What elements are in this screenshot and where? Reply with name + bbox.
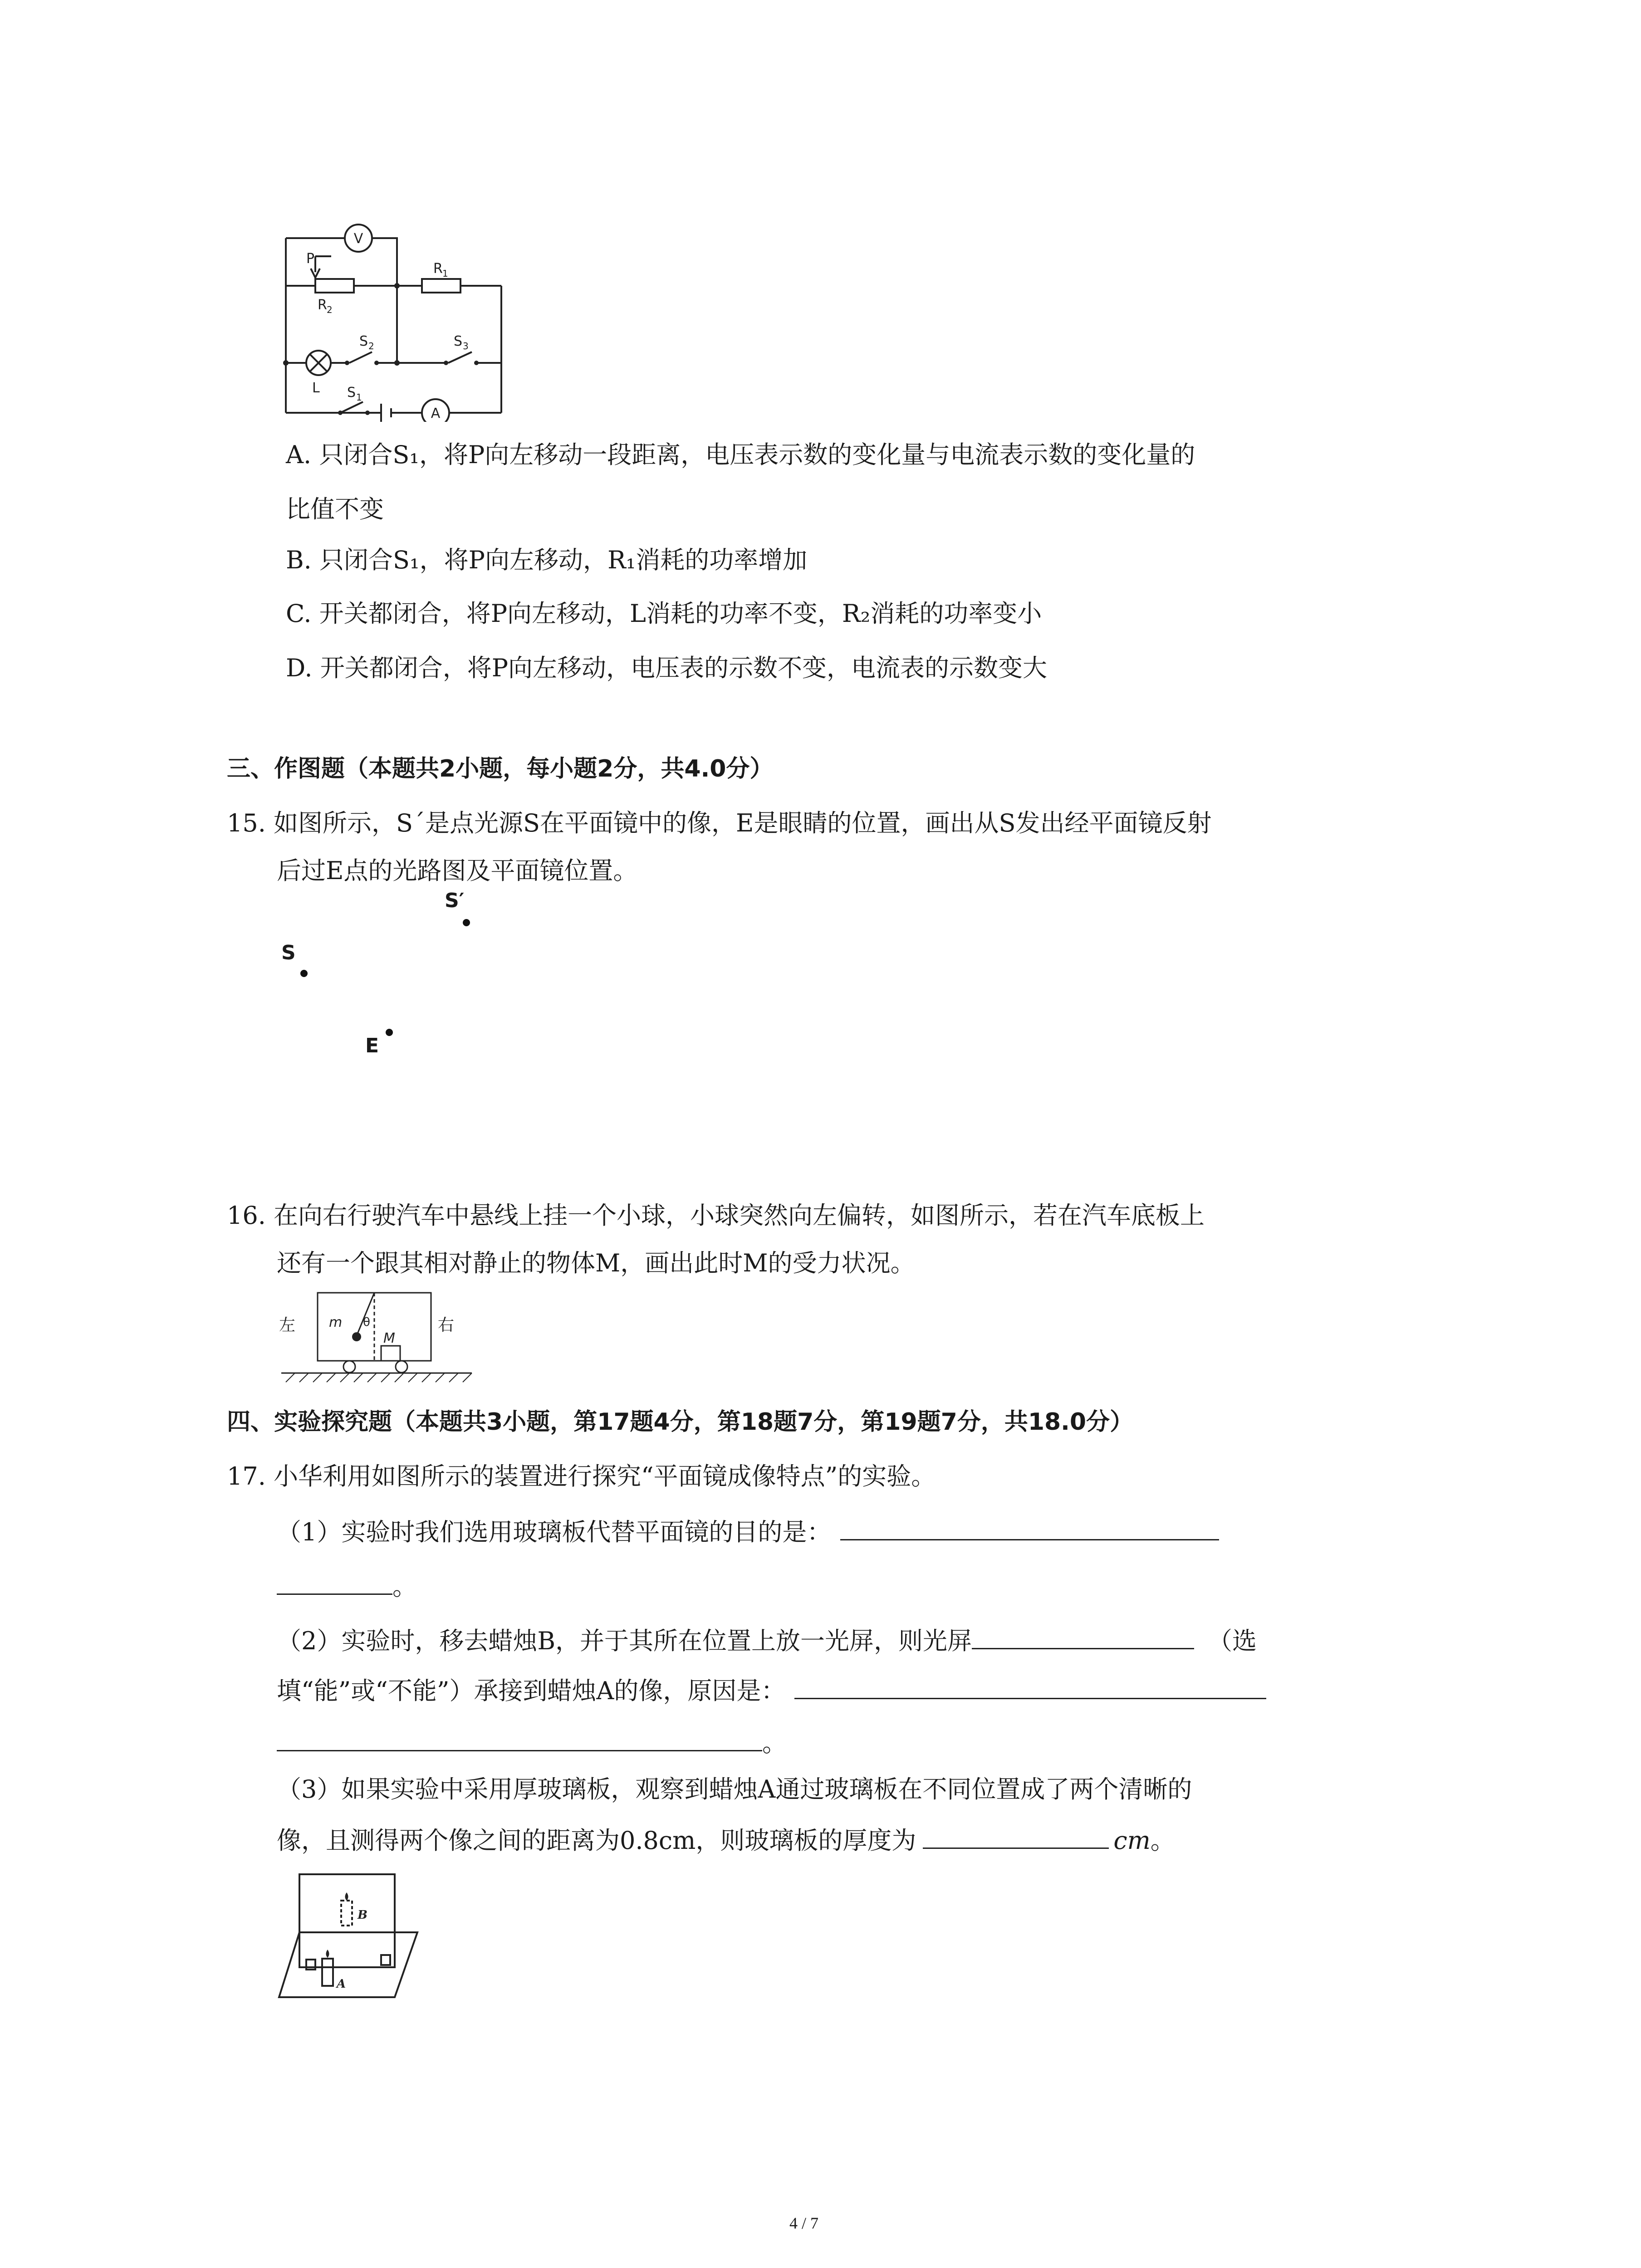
fig15-points xyxy=(272,889,499,1080)
option-c: C. 开关都闭合，将P向左移动，L消耗的功率不变，R₂消耗的功率变小 xyxy=(286,599,1042,628)
block-m-label: M xyxy=(383,1330,395,1346)
candle-b-label: B xyxy=(358,1908,367,1922)
q16-line2: 还有一个跟其相对静止的物体M，画出此时M的受力状况。 xyxy=(277,1249,915,1277)
s2-sub: 2 xyxy=(368,341,374,352)
glass-plate-figure xyxy=(272,1869,426,2005)
q17-2-blank-c[interactable] xyxy=(277,1724,762,1751)
option-b: B. 只闭合S₁，将P向左移动，R₁消耗的功率增加 xyxy=(286,546,808,574)
q17-2-blank-b[interactable] xyxy=(794,1672,1266,1699)
option-a-line1: A. 只闭合S₁，将P向左移动一段距离，电压表示数的变化量与电流表示数的变化量的 xyxy=(286,440,1195,469)
s-label: S xyxy=(281,941,296,964)
q17-2-text-a: （2）实验时，移去蜡烛B，并于其所在位置上放一光屏，则光屏 xyxy=(277,1627,972,1655)
lamp-label: L xyxy=(312,380,320,396)
q15-line2: 后过E点的光路图及平面镜位置。 xyxy=(277,856,638,885)
ammeter-label: A xyxy=(431,406,441,421)
q17-1-cont xyxy=(277,1567,417,1605)
s1-label: S xyxy=(347,385,356,401)
q17-2-line3 xyxy=(277,1724,787,1761)
right-label: 右 xyxy=(438,1316,455,1334)
q17-3-line1: （3）如果实验中采用厚玻璃板，观察到蜡烛A通过玻璃板在不同位置成了两个清晰的 xyxy=(277,1775,1192,1804)
car-figure xyxy=(272,1286,481,1390)
section3-heading: 三、作图题（本题共2小题，每小题2分，共4.0分） xyxy=(227,755,774,782)
page-number: 4 / 7 xyxy=(789,2214,819,2232)
e-point xyxy=(386,1029,393,1036)
s-prime-point xyxy=(463,919,470,926)
q17-1-text: （1）实验时我们选用玻璃板代替平面镜的目的是： xyxy=(277,1518,832,1546)
q15-line1: 15. 如图所示，S´是点光源S在平面镜中的像，E是眼睛的位置，画出从S发出经平面镜反射 xyxy=(227,809,1212,837)
q17-2-line1 xyxy=(277,1622,1257,1659)
e-label: E xyxy=(365,1034,379,1057)
ball-m-label: m xyxy=(329,1315,343,1330)
q17-1-period: 。 xyxy=(392,1572,417,1601)
q17-2-text-c: 填“能”或“不能”）承接到蜡烛A的像，原因是： xyxy=(277,1677,786,1705)
s3-label: S xyxy=(454,333,463,349)
q17-2-period: 。 xyxy=(762,1729,787,1757)
q17-3-period: 。 xyxy=(1150,1826,1175,1855)
q17-2-line2 xyxy=(277,1672,1266,1709)
q17-1-blank[interactable] xyxy=(840,1513,1219,1540)
q17-3-text: 像，且测得两个像之间的距离为0.8cm，则玻璃板的厚度为 xyxy=(277,1826,916,1855)
q17-1-blank-cont[interactable] xyxy=(277,1567,392,1595)
q17-3-line2 xyxy=(277,1821,1175,1859)
theta-label: θ xyxy=(363,1315,370,1329)
q17-intro: 17. 小华利用如图所示的装置进行探究“平面镜成像特点”的实验。 xyxy=(227,1462,936,1491)
q16-line1: 16. 在向右行驶汽车中悬线上挂一个小球，小球突然向左偏转，如图所示，若在汽车底板上 xyxy=(227,1201,1205,1230)
hanging-ball xyxy=(352,1332,361,1341)
q17-2-blank-a[interactable] xyxy=(972,1622,1194,1649)
r1-label: R xyxy=(433,261,443,277)
r2-label: R xyxy=(318,297,327,313)
s3-sub: 3 xyxy=(463,341,469,352)
s2-label: S xyxy=(359,333,368,349)
circuit-diagram xyxy=(272,218,526,422)
s1-sub: 1 xyxy=(356,392,362,403)
p-label: P xyxy=(306,251,315,267)
voltmeter-label: V xyxy=(353,231,363,247)
unit-cm: cm xyxy=(1113,1826,1151,1855)
s-prime-label: S′ xyxy=(445,889,465,912)
r1-sub: 1 xyxy=(442,268,448,279)
candle-a-label: A xyxy=(337,1977,346,1991)
q17-2-text-b: （选 xyxy=(1208,1627,1257,1655)
section4-heading: 四、实验探究题（本题共3小题，第17题4分，第18题7分，第19题7分，共18.0分） xyxy=(227,1408,1134,1436)
option-d: D. 开关都闭合，将P向左移动，电压表的示数不变，电流表的示数变大 xyxy=(286,654,1048,682)
r2-sub: 2 xyxy=(327,304,333,315)
q17-3-blank[interactable] xyxy=(923,1821,1109,1849)
q17-1 xyxy=(277,1513,1219,1550)
left-label: 左 xyxy=(279,1316,296,1334)
s-point xyxy=(300,970,308,977)
option-a-line2: 比值不变 xyxy=(286,495,384,523)
